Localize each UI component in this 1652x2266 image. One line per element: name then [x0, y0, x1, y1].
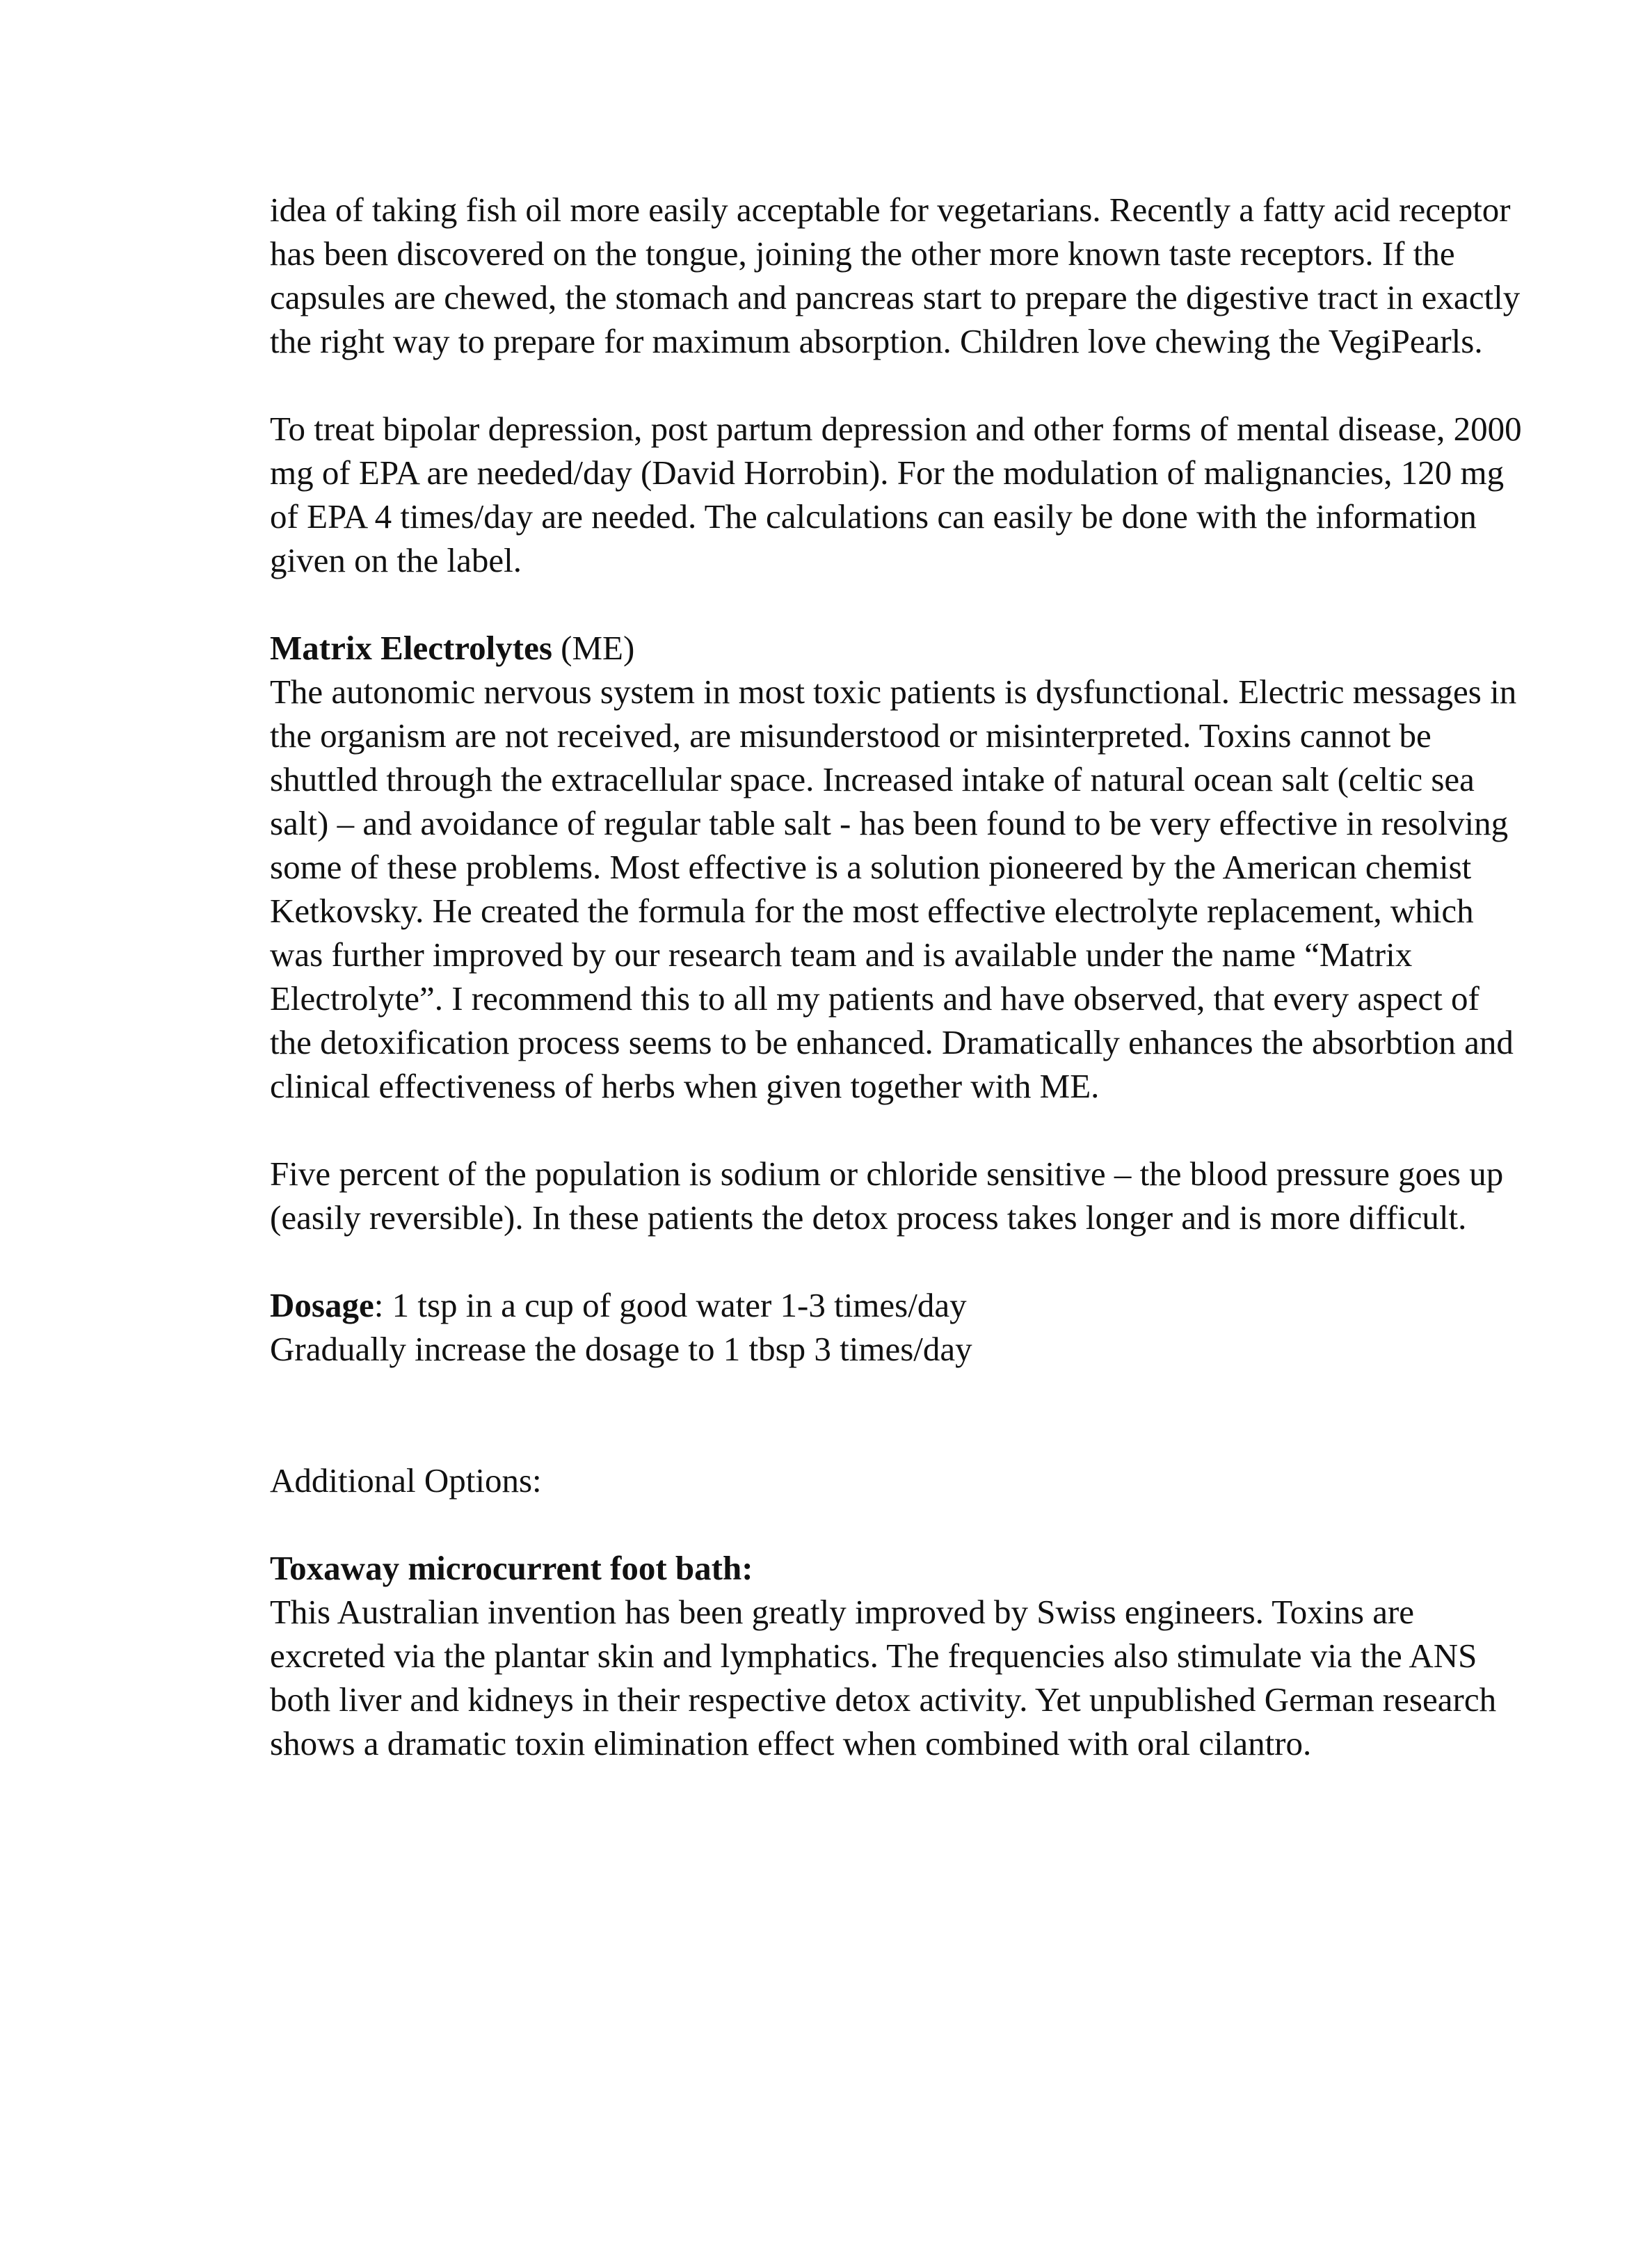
paragraph-spacer — [270, 1502, 1522, 1546]
dosage-value: : 1 tsp in a cup of good water 1-3 times/day — [374, 1286, 967, 1324]
toxaway-heading: Toxaway microcurrent foot bath: — [270, 1549, 753, 1587]
matrix-electrolytes-title: Matrix Electrolytes — [270, 629, 552, 667]
paragraph-spacer — [270, 363, 1522, 407]
paragraph-spacer — [270, 1239, 1522, 1283]
paragraph-toxaway: This Australian invention has been greatly improved by Swiss engineers. Toxins are excreted via the plantar skin and lymphatics. The frequencies also stimulate via the ANS both liver and kidneys in their respective detox activity. Yet unpublished German research shows a dramatic toxin elimination effect when combined with oral cilantro. — [270, 1593, 1497, 1762]
document-page — [270, 188, 1522, 1765]
additional-options-label: Additional Options: — [270, 1461, 542, 1500]
dosage-line-2: Gradually increase the dosage to 1 tbsp 3 times/day — [270, 1330, 972, 1368]
matrix-electrolytes-heading — [270, 626, 1522, 670]
paragraph-spacer — [270, 582, 1522, 626]
dosage-line-1 — [270, 1283, 1522, 1327]
paragraph-spacer — [270, 1108, 1522, 1152]
paragraph-sodium-sensitivity: Five percent of the population is sodium or chloride sensitive – the blood pressure goes up (easily reversible). In these patients the detox process takes longer and is more difficult. — [270, 1155, 1504, 1237]
paragraph-vegipearls: idea of taking fish oil more easily acceptable for vegetarians. Recently a fatty acid receptor has been discovered on the tongue, joining the other more known taste receptors. If the capsules are chewed, the stomach and pancreas start to prepare the digestive tract in exactly the right way to prepare for maximum absorption. Children love chewing the VegiPearls. — [270, 191, 1521, 360]
dosage-label: Dosage — [270, 1286, 374, 1324]
paragraph-spacer — [270, 1371, 1522, 1459]
matrix-electrolytes-abbrev: (ME) — [552, 629, 635, 667]
paragraph-matrix-electrolytes: The autonomic nervous system in most toxic patients is dysfunctional. Electric messages in the organism are not received, are misunderstood or misinterpreted. Toxins cannot be shuttled through the extracellular space. Increased intake of natural ocean salt (celtic sea salt) – and avoidance of regular table salt - has been found to be very effective in resolving some of these problems. Most effective is a solution pioneered by the American chemist Ketkovsky. He created the formula for the most effective electrolyte replacement, which was further improved by our research team and is available under the name “Matrix Electrolyte”. I recommend this to all my patients and have observed, that every aspect of the detoxification process seems to be enhanced. Dramatically enhances the absorbtion and clinical effectiveness of herbs when given together with ME. — [270, 673, 1517, 1105]
paragraph-epa-dosage: To treat bipolar depression, post partum depression and other forms of mental disease, 2000 mg of EPA are needed/day (David Horrobin). For the modulation of malignancies, 120 mg of EPA 4 times/day are needed. The calculations can easily be done with the information given on the label. — [270, 410, 1522, 579]
